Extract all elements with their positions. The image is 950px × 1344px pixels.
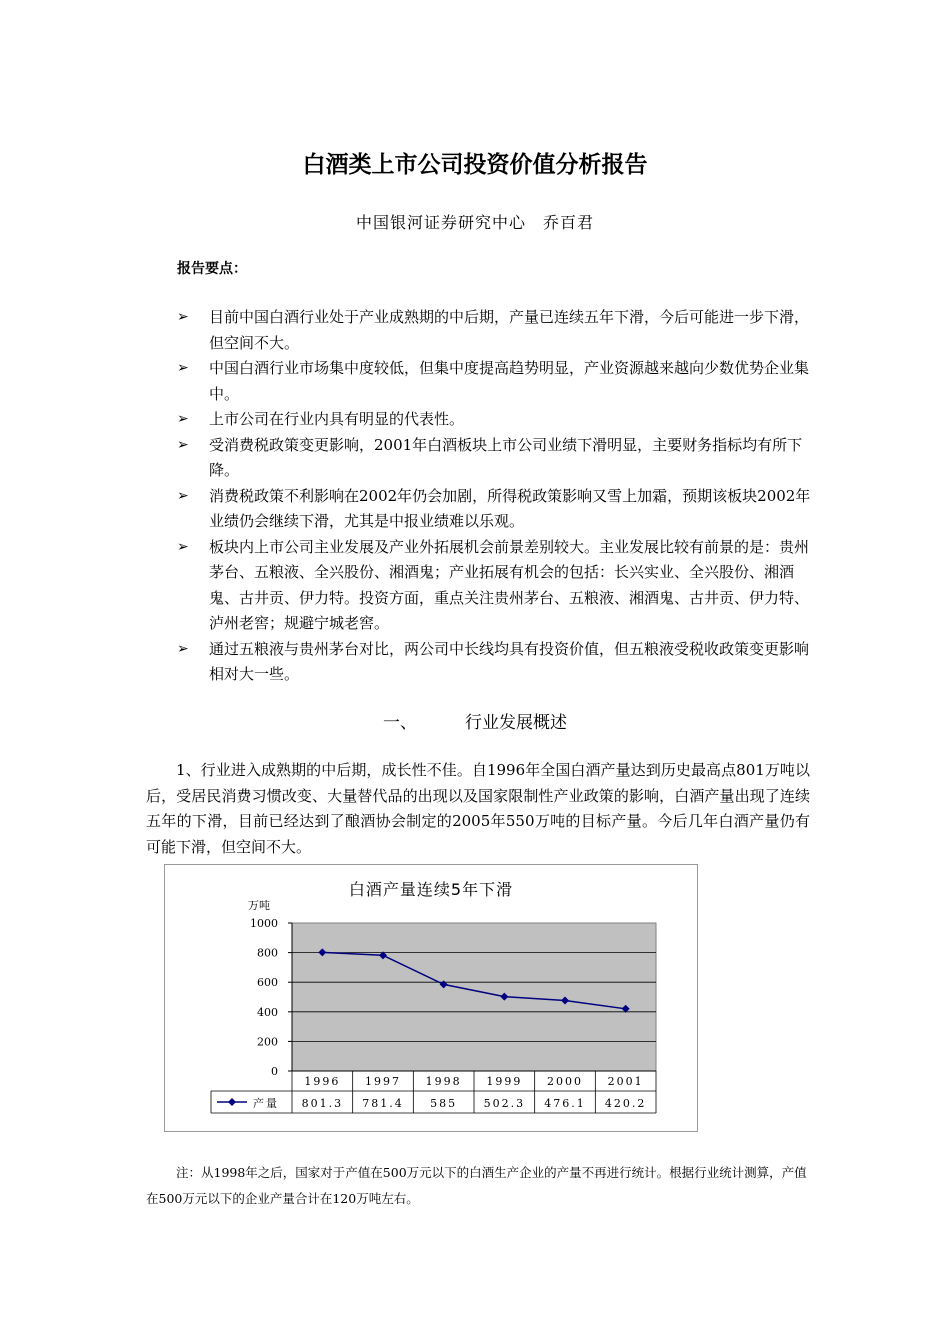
- production-chart: [164, 864, 698, 1132]
- data-table-value: 781.4: [362, 1097, 404, 1110]
- y-axis-label: 万吨: [248, 899, 270, 912]
- y-tick-label: 1000: [250, 917, 278, 930]
- arrow-bullet-icon: ➢: [177, 436, 189, 453]
- report-author: 中国银河证券研究中心 乔百君: [355, 213, 594, 232]
- report-title: 白酒类上市公司投资价值分析报告: [302, 152, 648, 178]
- arrow-bullet-icon: ➢: [177, 411, 189, 427]
- x-tick-label: 1996: [304, 1075, 341, 1088]
- footnote: 注：从1998年之后，国家对于产值在500万元以下的白酒生产企业的产量不再进行统计。根据行业统计测算，产值在500万元以下的企业产量合计在120万吨左右。: [146, 1165, 807, 1206]
- summary-bullet-text: 通过五粮液与贵州茅台对比，两公司中长线均具有投资价值，但五粮液受税收政策变更影响相对大一些。: [209, 639, 810, 683]
- x-tick-label: 1997: [365, 1075, 401, 1088]
- summary-bullet: [175, 407, 811, 433]
- summary-bullet-text: 目前中国白酒行业处于产业成熟期的中后期，产量已连续五年下滑，今后可能进一步下滑，但空间不大。: [209, 308, 810, 352]
- x-tick-label: 1998: [425, 1075, 462, 1088]
- x-tick-label: 1999: [486, 1075, 523, 1088]
- section-number: 一、: [383, 713, 417, 733]
- arrow-bullet-icon: ➢: [177, 309, 189, 325]
- summary-bullet-text: 板块内上市公司主业发展及产业外拓展机会前景差别较大。主业发展比较有前景的是：贵州茅台、五粮液、全兴股份、湘酒鬼；产业拓展有机会的包括：长兴实业、全兴股份、湘酒鬼、古井贡、伊力特。投资方面，重点关注贵州茅台、五粮液、湘酒鬼、古井贡、伊力特、泸州老窖；规避宁城老窖。: [209, 537, 810, 632]
- data-table-value: 801.3: [301, 1097, 344, 1110]
- chart-canvas: [165, 865, 697, 1131]
- summary-bullet: [175, 433, 811, 484]
- section-title: 行业发展概述: [465, 713, 567, 733]
- summary-bullet: [175, 484, 811, 535]
- summary-bullet: [175, 637, 811, 688]
- y-tick-label: 800: [257, 946, 278, 960]
- y-tick-label: 200: [257, 1035, 278, 1049]
- summary-bullet-text: 上市公司在行业内具有明显的代表性。: [209, 410, 465, 428]
- arrow-bullet-icon: ➢: [177, 487, 189, 504]
- y-tick-label: 600: [257, 976, 278, 990]
- y-tick-label: 400: [257, 1005, 278, 1019]
- summary-bullet-text: 消费税政策不利影响在2002年仍会加剧，所得税政策影响又雪上加霜，预期该板块2002年业绩仍会继续下滑，尤其是中报业绩难以乐观。: [209, 486, 811, 530]
- chart-title: 白酒产量连续5年下滑: [348, 880, 514, 899]
- legend-marker: [228, 1098, 236, 1106]
- summary-bullet-text: 受消费税政策变更影响，2001年白酒板块上市公司业绩下滑明显，主要财务指标均有所下降。: [209, 435, 803, 479]
- data-table-value: 476.1: [544, 1097, 586, 1110]
- body-paragraph: 1、行业进入成熟期的中后期，成长性不佳。自1996年全国白酒产量达到历史最高点801万吨以后，受居民消费习惯改变、大量替代品的出现以及国家限制性产业政策的影响，白酒产量出现了连续五年的下滑，目前已经达到了酿酒协会制定的2005年550万吨的目标产量。今后几年白酒产量仍有可能下滑，但空间不大。: [146, 761, 810, 856]
- summary-bullet-list: [175, 305, 811, 688]
- plot-area: [292, 923, 656, 1071]
- summary-bullet-text: 中国白酒行业市场集中度较低，但集中度提高趋势明显，产业资源越来越向少数优势企业集中。: [209, 359, 810, 403]
- section-heading: [0, 708, 950, 733]
- y-tick-label: 0: [271, 1065, 278, 1078]
- summary-heading: 报告要点：: [177, 261, 247, 277]
- arrow-bullet-icon: ➢: [177, 360, 189, 376]
- legend-label: 产量: [253, 1097, 279, 1110]
- x-tick-label: 2001: [607, 1075, 644, 1088]
- arrow-bullet-icon: ➢: [177, 538, 189, 555]
- data-table-value: 420.2: [604, 1097, 647, 1110]
- summary-bullet: [175, 535, 811, 637]
- arrow-bullet-icon: ➢: [177, 640, 189, 657]
- summary-bullet: [175, 356, 811, 407]
- data-table-value: 585: [430, 1097, 458, 1110]
- x-tick-label: 2000: [547, 1075, 583, 1088]
- summary-bullet: [175, 305, 811, 356]
- data-table-value: 502.3: [483, 1097, 526, 1110]
